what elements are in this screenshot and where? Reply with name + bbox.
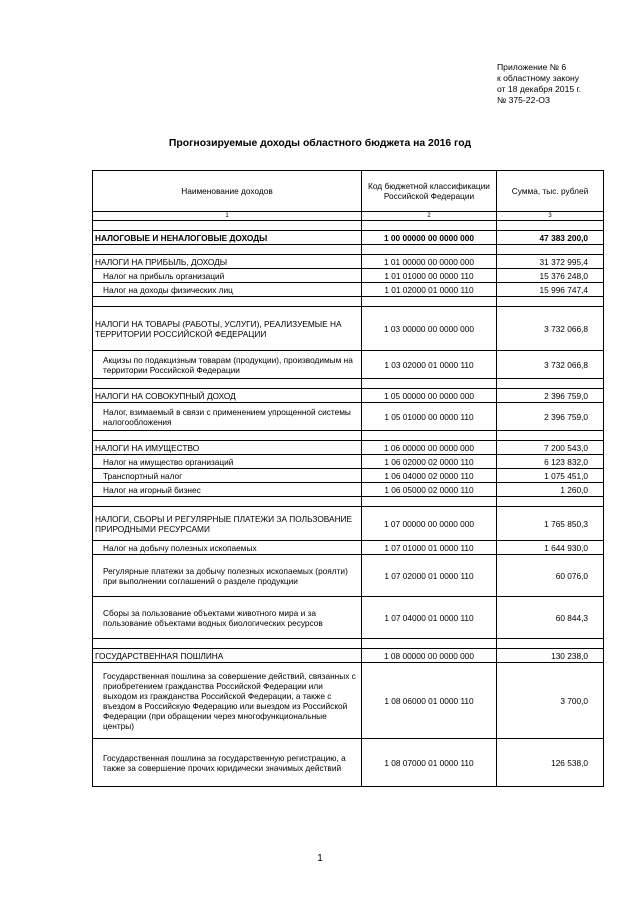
table-row (93, 649, 604, 663)
header-code: Код бюджетной классификации Российской Федерации (362, 171, 497, 212)
row-name: НАЛОГОВЫЕ И НЕНАЛОГОВЫЕ ДОХОДЫ (93, 231, 362, 245)
spacer-row (93, 297, 604, 307)
spacer-row (93, 639, 604, 649)
row-name: НАЛОГИ НА ТОВАРЫ (РАБОТЫ, УСЛУГИ), РЕАЛИЗУЕМЫЕ НА ТЕРРИТОРИИ РОССИЙСКОЙ ФЕДЕРАЦИИ (93, 307, 362, 351)
table-row (93, 555, 604, 597)
row-sum: 15 996 747,4 (497, 283, 604, 297)
row-name: Налог на доходы физических лиц (93, 283, 362, 297)
row-name: Сборы за пользование объектами животного мира и за пользование объектами водных биологических ресурсов (93, 597, 362, 639)
row-name: Налог на игорный бизнес (93, 483, 362, 497)
table-row (93, 469, 604, 483)
table-row (93, 455, 604, 469)
row-name: Налог на прибыль организаций (93, 269, 362, 283)
row-code: 1 07 02000 01 0000 110 (362, 555, 497, 597)
spacer-row (93, 379, 604, 389)
header-name: Наименование доходов (93, 171, 362, 212)
row-name: Государственная пошлина за государственную регистрацию, а также за совершение прочих юридически значимых действий (93, 739, 362, 787)
appendix-line: от 18 декабря 2015 г. (497, 84, 582, 94)
row-code: 1 06 04000 02 0000 110 (362, 469, 497, 483)
row-name: Налог, взимаемый в связи с применением упрощенной системы налогообложения (93, 403, 362, 431)
column-number: 1 (93, 212, 362, 221)
row-name: Регулярные платежи за добычу полезных ископаемых (роялти) при выполнении соглашений о разделе продукции (93, 555, 362, 597)
page-title: Прогнозируемые доходы областного бюджета на 2016 год (168, 138, 472, 149)
table-row (93, 507, 604, 541)
table-row (93, 269, 604, 283)
table-row (93, 351, 604, 379)
spacer-row (93, 431, 604, 441)
row-code: 1 07 01000 01 0000 110 (362, 541, 497, 555)
row-name: ГОСУДАРСТВЕННАЯ ПОШЛИНА (93, 649, 362, 663)
row-code: 1 01 02000 01 0000 110 (362, 283, 497, 297)
row-sum: 1 260,0 (497, 483, 604, 497)
row-code: 1 00 00000 00 0000 000 (362, 231, 497, 245)
table-row (93, 441, 604, 455)
row-code: 1 01 00000 00 0000 000 (362, 255, 497, 269)
row-sum: 15 376 248,0 (497, 269, 604, 283)
row-name: Транспортный налог (93, 469, 362, 483)
table-header-row (93, 171, 604, 212)
appendix-line: № 375-22-ОЗ (497, 95, 551, 105)
table-row (93, 739, 604, 787)
row-code: 1 03 00000 00 0000 000 (362, 307, 497, 351)
row-code: 1 05 00000 00 0000 000 (362, 389, 497, 403)
table-row (93, 663, 604, 739)
row-name: НАЛОГИ НА ПРИБЫЛЬ, ДОХОДЫ (93, 255, 362, 269)
spacer-row (93, 221, 604, 231)
row-sum: 31 372 995,4 (497, 255, 604, 269)
row-name: НАЛОГИ НА ИМУЩЕСТВО (93, 441, 362, 455)
row-sum: 3 732 066,8 (497, 351, 604, 379)
row-code: 1 08 00000 00 0000 000 (362, 649, 497, 663)
row-sum: 60 844,3 (497, 597, 604, 639)
column-number: 3 (497, 212, 604, 221)
row-code: 1 08 07000 01 0000 110 (362, 739, 497, 787)
table-row (93, 231, 604, 245)
row-name: Акцизы по подакцизным товарам (продукции), производимым на территории Российской Федерации (93, 351, 362, 379)
table-row (93, 307, 604, 351)
table-row (93, 483, 604, 497)
row-sum: 3 700,0 (497, 663, 604, 739)
row-sum: 130 238,0 (497, 649, 604, 663)
row-sum: 2 396 759,0 (497, 389, 604, 403)
spacer-row (93, 245, 604, 255)
row-sum: 1 075 451,0 (497, 469, 604, 483)
row-name: Налог на имущество организаций (93, 455, 362, 469)
row-code: 1 06 02000 02 0000 110 (362, 455, 497, 469)
appendix-note (497, 62, 581, 106)
table-row (93, 283, 604, 297)
row-sum: 1 644 930,0 (497, 541, 604, 555)
row-code: 1 06 05000 02 0000 110 (362, 483, 497, 497)
column-number-row (93, 212, 604, 221)
row-name: Налог на добычу полезных ископаемых (93, 541, 362, 555)
row-code: 1 07 04000 01 0000 110 (362, 597, 497, 639)
row-code: 1 06 00000 00 0000 000 (362, 441, 497, 455)
spacer-row (93, 497, 604, 507)
appendix-line: Приложение № 6 (497, 62, 567, 72)
row-sum: 1 765 850,3 (497, 507, 604, 541)
row-sum: 126 538,0 (497, 739, 604, 787)
page-number: 1 (317, 853, 323, 864)
row-sum: 2 396 759,0 (497, 403, 604, 431)
row-code: 1 03 02000 01 0000 110 (362, 351, 497, 379)
row-name: НАЛОГИ, СБОРЫ И РЕГУЛЯРНЫЕ ПЛАТЕЖИ ЗА ПОЛЬЗОВАНИЕ ПРИРОДНЫМИ РЕСУРСАМИ (93, 507, 362, 541)
row-name: Государственная пошлина за совершение действий, связанных с приобретением гражданства Российской Федерации или выходом из гражданства Российской Федерации, а также с въездом в Российскую Федерацию или выездом из Российской Федерации (при обращении через многофункциональные центры) (93, 663, 362, 739)
row-name: НАЛОГИ НА СОВОКУПНЫЙ ДОХОД (93, 389, 362, 403)
column-number: 2 (362, 212, 497, 221)
table-row (93, 403, 604, 431)
appendix-line: к областному закону (497, 73, 580, 83)
row-sum: 6 123 832,0 (497, 455, 604, 469)
row-sum: 3 732 066,8 (497, 307, 604, 351)
table-row (93, 389, 604, 403)
row-code: 1 07 00000 00 0000 000 (362, 507, 497, 541)
row-sum: 47 383 200,0 (497, 231, 604, 245)
row-sum: 60 076,0 (497, 555, 604, 597)
row-code: 1 01 01000 00 0000 110 (362, 269, 497, 283)
table-row (93, 597, 604, 639)
header-sum: Сумма, тыс. рублей (497, 171, 604, 212)
revenue-table (92, 170, 604, 787)
table-row (93, 541, 604, 555)
row-code: 1 08 06000 01 0000 110 (362, 663, 497, 739)
table-row (93, 255, 604, 269)
row-code: 1 05 01000 00 0000 110 (362, 403, 497, 431)
row-sum: 7 200 543,0 (497, 441, 604, 455)
